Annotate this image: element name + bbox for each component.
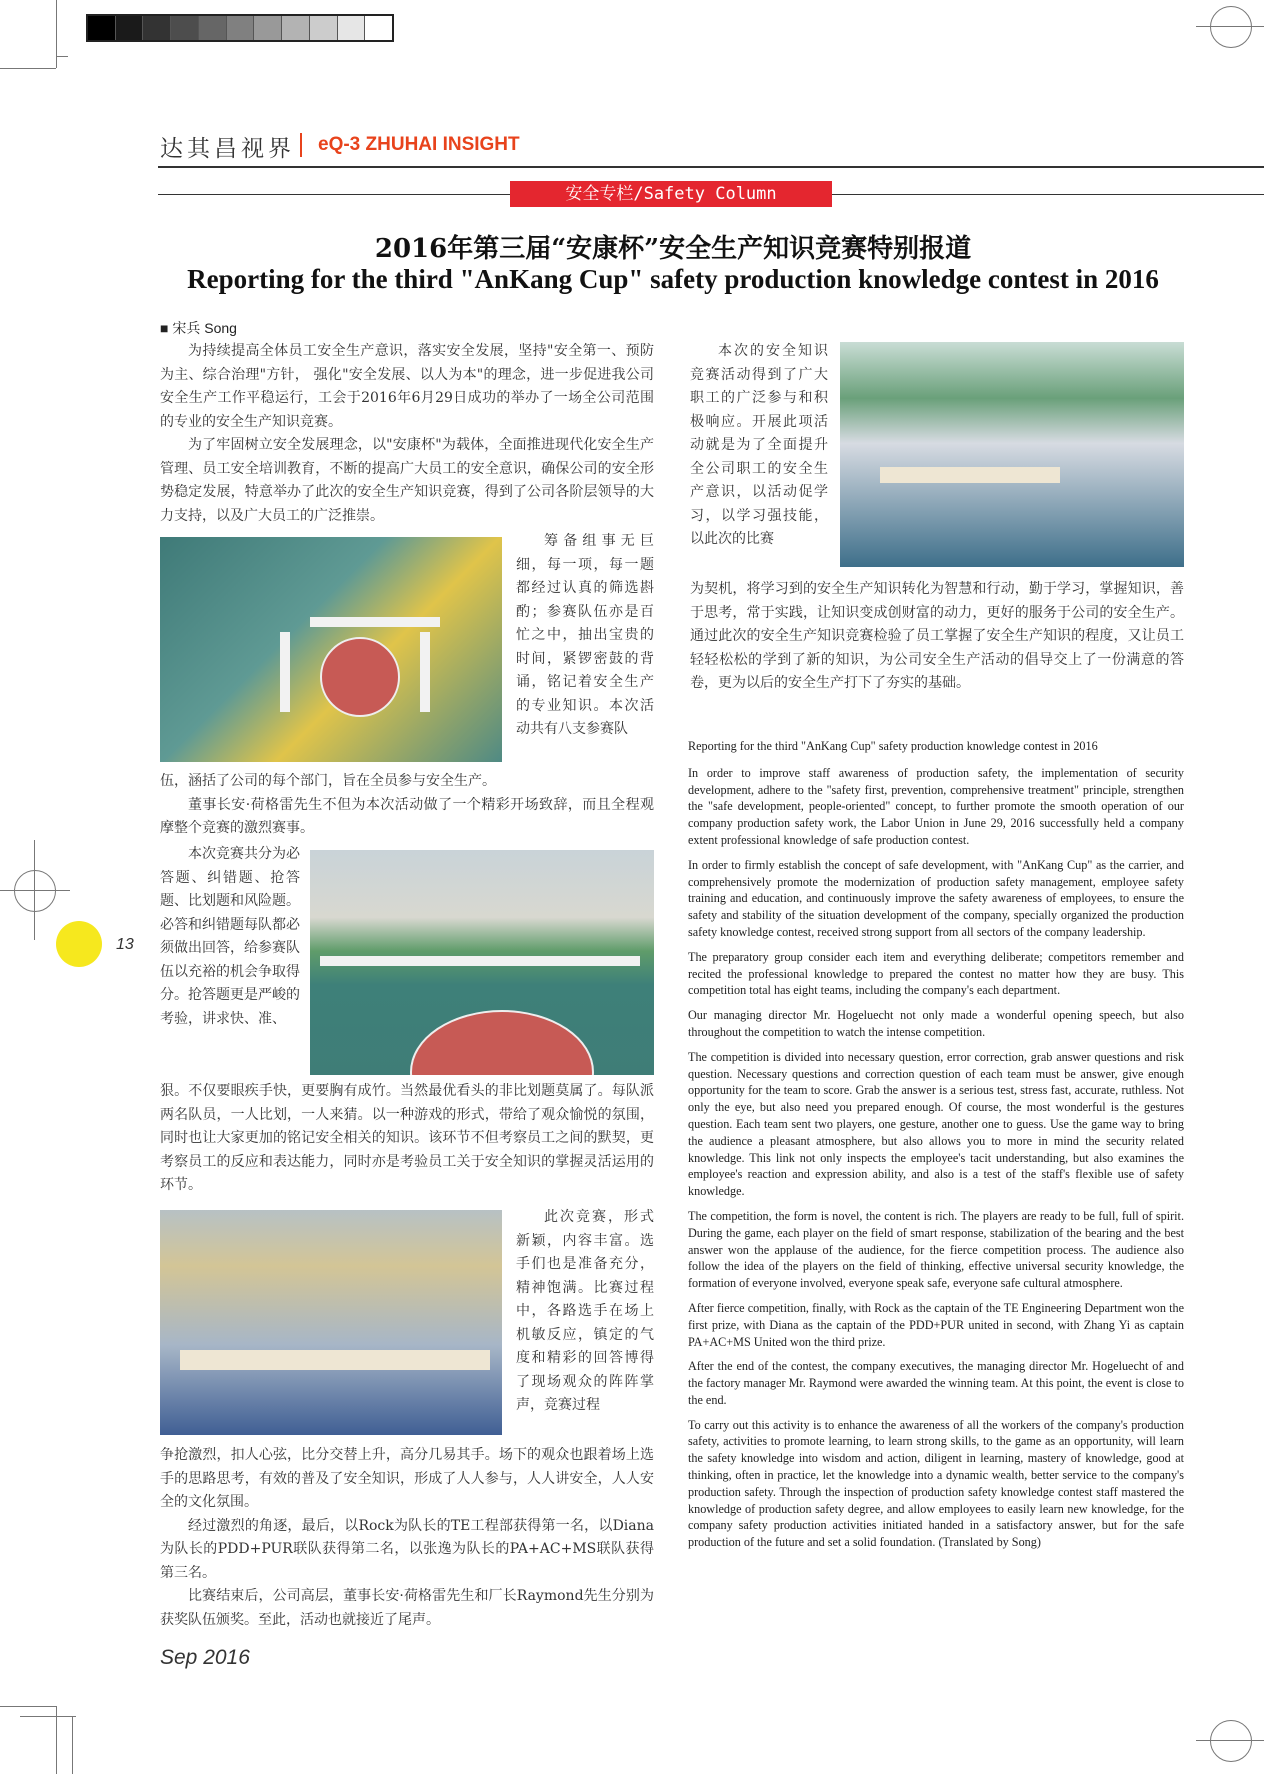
english-paragraph: The competition is divided into necessary question, error correction, grab answer questions and risk question. Necessary questions and correction question of each team must be answer, give enough opportunity for the team to score. Grab the answer is a serious test, stress fast, accurate, ruthless. Not only the eye, but also need you prepared enough. Of course, the most wonderful is the gestures question. Each team sent two players, one gesture, another one to guess. Use the game way to bring the audience a pleasant atmosphere, but also allows you to more in mind the security related knowledge. This link not only inspects the employee's tacit understanding, but also examines the employee's reaction and expression ability, and also is a test of the staff's flexible use of safety knowledge. [688, 1049, 1184, 1199]
crop-mark [34, 840, 35, 940]
crop-mark [56, 0, 57, 68]
paragraph: 经过激烈的角逐，最后，以Rock为队长的TE工程部获得第一名，以Diana为队长的PDD+PUR联队获得第二名，以张逸为队长的PA+AC+MS联队获得第三名。 [160, 1517, 654, 1581]
photo-court-circle [410, 1010, 594, 1075]
registration-target-icon [14, 870, 56, 912]
photo-table-row [280, 632, 290, 712]
english-paragraph: After fierce competition, finally, with Rock as the captain of the TE Engineering Department won the first prize, with Diana as the captain of the PDD+PUR united in second, with Zhang Yi as captain PA+AC+MS United won the third prize. [688, 1300, 1184, 1349]
photo-table-row [420, 632, 430, 712]
magazine-name-en: eQ-3 ZHUHAI INSIGHT [318, 134, 520, 155]
paragraph: 筹备组事无巨细，每一项，每一题都经过认真的筛选斟酌；参赛队伍亦是百忙之中，抽出宝贵的时间，紧锣密鼓的背诵，铭记着安全生产的专业知识。本次活动共有八支参赛队 [516, 533, 654, 737]
english-paragraph: Our managing director Mr. Hogeluecht not only made a wonderful opening speech, but also throughout the competition to watch the intense competition. [688, 1008, 1184, 1039]
english-paragraph: The preparatory group consider each item and everything deliberate; competitors remember and recited the professional knowledge to prepared the contest no matter how they are busy. This competition total has eight teams, including the company's each department. [688, 949, 1184, 998]
header-rule [158, 166, 1264, 168]
paragraph: 狠。不仅要眼疾手快，更要胸有成竹。当然最优看头的非比划题莫属了。每队派两名队员，一人比划，一人来猜。以一种游戏的形式，带给了观众愉悦的氛围，同时也让大家更加的铭记安全相关的知识。该环节不但考察员工之间的默契，更考察员工的反应和表达能力，同时亦是考验员工关于安全知识的掌握灵活运用的环节。 [160, 1083, 654, 1193]
left-full-3 [160, 1444, 654, 1632]
author-byline: ■ 宋兵 Song [160, 320, 237, 336]
registration-target-icon [1210, 6, 1252, 48]
column-rule-left [158, 194, 510, 195]
left-wrap-1 [516, 530, 654, 742]
english-paragraph: In order to firmly establish the concept of safe development, with "AnKang Cup" as the carrier, and comprehensively promote the modernization of production safety management, employee safety training and education, and continuously improve the safety awareness of employees, to ensure the safety and stability of the situation development of the company, specially organized the production safety knowledge contest, received strong support from all sectors of the company leadership. [688, 857, 1184, 939]
english-paragraph: To carry out this activity is to enhance the awareness of all the workers of the company's production safety, activities to promote learning, to learn strong skills, to the game as an opportunity, will learn the safety knowledge into wisdom and action, diligent in learning, mastery of knowledge, good at thinking, often in practice, let the knowledge into a dynamic wealth, better service to the company's production safety. Through the inspection of production safety knowledge contest staff mastered the knowledge of production safety degree, and allow employees to easily learn new knowledge, for the company safety production activities initiated handed in a satisfactory answer, but for the safe production of the future and set a solid foundation. (Translated by Song) [688, 1417, 1184, 1550]
left-full-1 [160, 770, 654, 841]
crop-mark [1196, 26, 1264, 27]
right-wrap-1 [690, 340, 828, 552]
photo-table-row [880, 467, 1060, 483]
photo-audience [840, 342, 1184, 567]
crop-mark [0, 890, 70, 891]
english-paragraph: The competition, the form is novel, the content is rich. The players are ready to be full, full of spirit. During the game, each player on the field of smart response, stabilization of the bearing and the best answer won the applause of the audience, for the fierce competition process. The audience also follow the idea of the players on the field of thinking, effective universal security knowledge, the formation of everyone involved, everyone speak safe, everyone safe cultural atmosphere. [688, 1208, 1184, 1291]
crop-mark [72, 1716, 73, 1774]
crop-mark [1196, 1740, 1264, 1741]
photo-judges-table [310, 850, 654, 1075]
crop-mark [20, 1716, 76, 1717]
left-wrap-2 [160, 843, 300, 1031]
column-tag: 安全专栏/Safety Column [510, 181, 832, 207]
registration-target-icon [1210, 1720, 1252, 1762]
paragraph: 董事长安·荷格雷先生不但为本次活动做了一个精彩开场致辞，而且全程观摩整个竞赛的激烈赛事。 [160, 796, 654, 836]
english-title: Reporting for the third "AnKang Cup" safety production knowledge contest in 2016 [688, 739, 1098, 753]
paragraph: 争抢激烈，扣人心弦，比分交替上升，高分几易其手。场下的观众也跟着场上选手的思路思考，有效的普及了安全知识，形成了人人参与，人人讲安全，人人安全的文化氛围。 [160, 1447, 654, 1510]
photo-aerial-contest [160, 537, 502, 762]
paragraph: 伍，涵括了公司的每个部门，旨在全员参与安全生产。 [160, 773, 496, 789]
paragraph: 为了牢固树立安全发展理念，以"安康杯"为载体，全面推进现代化安全生产管理、员工安全培训教育，不断的提高广大员工的安全意识，确保公司的安全形势稳定发展，特意举办了此次的安全生产知识竞赛，得到了公司各阶层领导的大力支持，以及广大员工的广泛推崇。 [160, 437, 654, 524]
header-divider [300, 133, 302, 157]
crop-mark [56, 56, 68, 57]
paragraph: 为持续提高全体员工安全生产意识，落实安全发展，坚持"安全第一、预防为主、综合治理"方针， 强化"安全发展、以人为本"的理念，进一步促进我公司安全生产工作平稳运行，工会于2016年6月29日成功的举办了一场全公司范围的专业的安全生产知识竞赛。 [160, 343, 654, 430]
column-rule-right [832, 194, 1264, 195]
issue-date: Sep 2016 [160, 1646, 250, 1669]
paragraph: 本次竞赛共分为必答题、纠错题、抢答题、比划题和风险题。必答和纠错题每队都必须做出回答，给参赛队伍以充裕的机会争取得分。抢答题更是严峻的考验，讲求快、准、 [160, 846, 300, 1027]
paragraph: 此次竞赛，形式新颖，内容丰富。选手们也是准备充分，精神饱满。比赛过程中，各路选手在场上机敏反应，镇定的气度和精彩的回答博得了现场观众的阵阵掌声，竞赛过程 [516, 1209, 654, 1413]
photo-contestants [160, 1210, 502, 1435]
left-full-2 [160, 1080, 654, 1198]
photo-table-row [320, 956, 640, 966]
left-wrap-3 [516, 1206, 654, 1418]
paragraph: 为契机，将学习到的安全生产知识转化为智慧和行动，勤于学习，掌握知识，善于思考，常于实践，让知识变成创财富的动力，更好的服务于公司的安全生产。通过此次的安全生产知识竞赛检验了员工掌握了安全生产知识的程度，又让员工轻轻松松的学到了新的知识，为公司安全生产活动的倡导交上了一份满意的答卷，更为以后的安全生产打下了夯实的基础。 [690, 581, 1184, 691]
crop-mark [0, 1706, 56, 1707]
paragraph: 比赛结束后，公司高层，董事长安·荷格雷先生和厂长Raymond先生分别为获奖队伍颁奖。至此，活动也就接近了尾声。 [160, 1588, 654, 1628]
photo-table-row [180, 1350, 490, 1370]
color-calibration-strip [86, 14, 394, 42]
photo-court-circle [320, 637, 400, 717]
magazine-name-cn: 达其昌视界 [160, 136, 295, 162]
crop-mark [0, 68, 56, 69]
english-translation [688, 738, 1184, 1551]
english-paragraph: After the end of the contest, the company executives, the managing director Mr. Hogeluecht of and the factory manager Mr. Raymond were awarded the winning team. At this point, the event is close to the end. [688, 1359, 1184, 1407]
right-full-1 [690, 578, 1184, 696]
photo-table-row [310, 617, 440, 627]
left-column-top [160, 340, 654, 528]
page-number-dot [56, 921, 102, 967]
english-paragraph: In order to improve staff awareness of production safety, the implementation of security development, adhere to the "safety first, prevention, comprehensive treatment" principle, strengthen the "safe development, people-oriented" concept, to further promote the smooth operation of our company production safety work, the Labor Union in June 29, 2016 successfully held a company extent professional knowledge of safe production contest. [688, 765, 1184, 847]
article-title-en: Reporting for the third "AnKang Cup" safety production knowledge contest in 2016 [187, 264, 1159, 294]
page-number: 13 [116, 936, 134, 953]
article-title-cn: 2016年第三届“安康杯”安全生产知识竞赛特别报道 [374, 234, 972, 264]
paragraph: 本次的安全知识竞赛活动得到了广大职工的广泛参与和积极响应。开展此项活动就是为了全面提升全公司职工的安全生产意识，以活动促学习，以学习强技能，以此次的比赛 [690, 343, 828, 547]
